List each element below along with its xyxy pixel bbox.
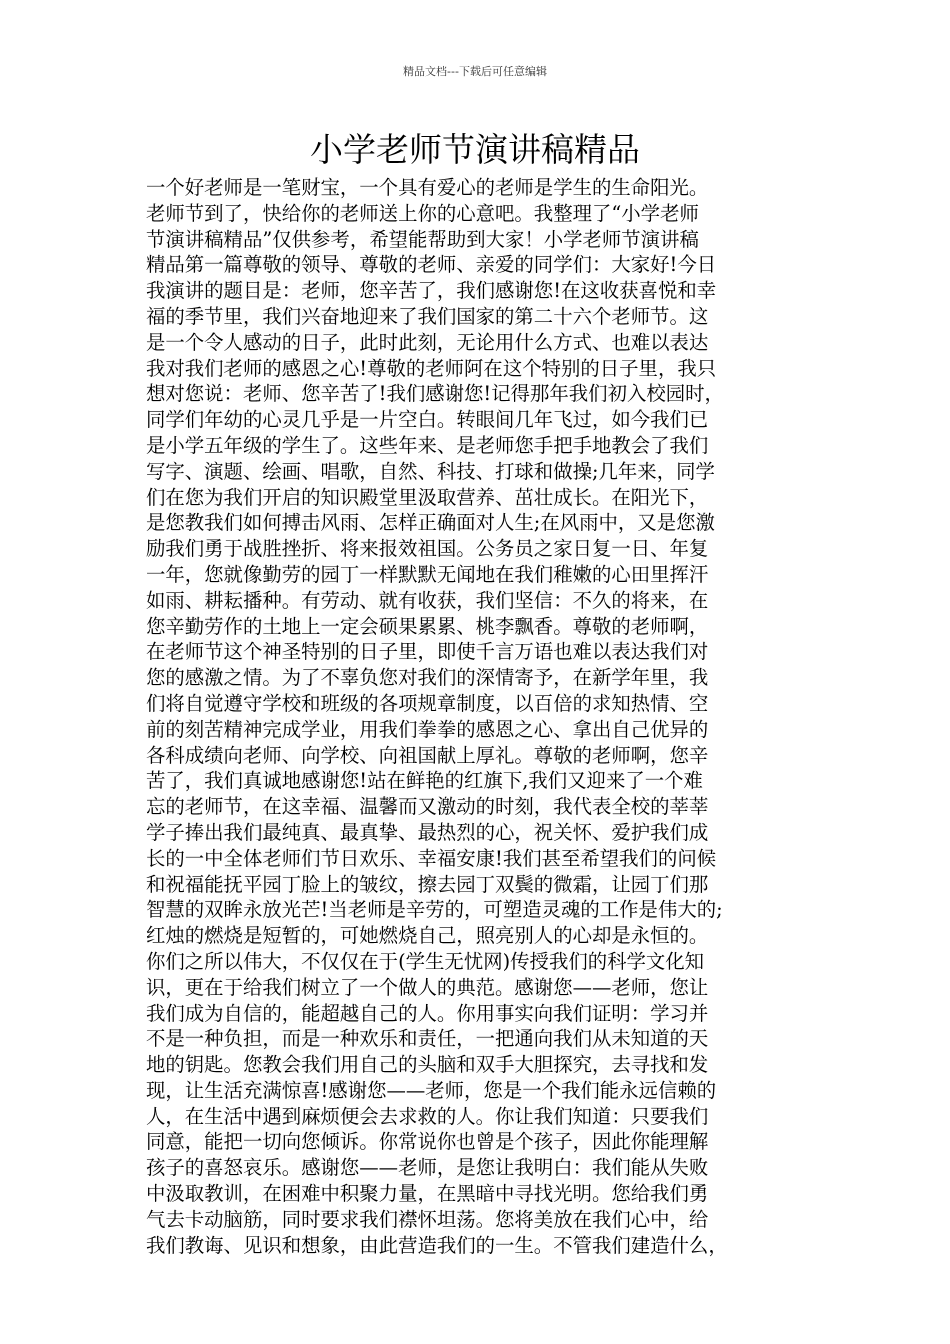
body-line: 在老师节这个神圣特别的日子里，即使千言万语也难以表达我们对 [146, 640, 709, 664]
body-line: 一个好老师是一笔财宝，一个具有爱心的老师是学生的生命阳光。 [146, 176, 709, 199]
body-line: 们在您为我们开启的知识殿堂里汲取营养、茁壮成长。在阳光下， [146, 485, 709, 509]
body-line: 学子捧出我们最纯真、最真挚、最热烈的心，祝关怀、爱护我们成 [146, 820, 709, 844]
body-line: 中汲取教训，在困难中积聚力量，在黑暗中寻找光明。您给我们勇 [146, 1182, 709, 1206]
body-line: 前的刻苦精神完成学业，用我们拳拳的感恩之心、拿出自己优异的 [146, 717, 709, 741]
body-line: 人，在生活中遇到麻烦便会去求救的人。你让我们知道：只要我们 [146, 1104, 709, 1128]
body-line: 智慧的双眸永放光芒!当老师是辛劳的，可塑造灵魂的工作是伟大的; [146, 898, 723, 922]
body-line: 如雨、耕耘播种。有劳动、就有收获，我们坚信：不久的将来，在 [146, 588, 709, 612]
body-line: 节演讲稿精品”仅供参考，希望能帮助到大家！小学老师节演讲稿 [146, 227, 699, 251]
body-line: 你们之所以伟大，不仅仅在于(学生无忧网)传授我们的科学文化知 [146, 949, 705, 973]
body-line: 同意，能把一切向您倾诉。你常说你也曾是个孩子，因此你能理解 [146, 1130, 709, 1154]
body-line: 一年，您就像勤劳的园丁一样默默无闻地在我们稚嫩的心田里挥汗 [146, 562, 709, 586]
body-line: 是您教我们如何搏击风雨、怎样正确面对人生;在风雨中，又是您激 [146, 511, 715, 535]
body-line: 红烛的燃烧是短暂的，可她燃烧自己，照亮别人的心却是永恒的。 [146, 924, 709, 948]
body-line: 各科成绩向老师、向学校、向祖国献上厚礼。尊敬的老师啊，您辛 [146, 743, 709, 767]
page-header: 精品文档---下载后可任意编辑 [403, 65, 547, 78]
body-line: 们将自觉遵守学校和班级的各项规章制度，以百倍的求知热情、空 [146, 691, 709, 715]
body-line: 福的季节里，我们兴奋地迎来了我们国家的第二十六个老师节。这 [146, 304, 709, 328]
body-line: 忘的老师节，在这幸福、温馨而又激动的时刻，我代表全校的莘莘 [146, 795, 709, 819]
body-line: 苦了，我们真诚地感谢您!站在鲜艳的红旗下,我们又迎来了一个难 [146, 769, 703, 793]
body-line: 想对您说：老师、您辛苦了!我们感谢您!记得那年我们初入校园时， [146, 382, 724, 406]
body-line: 我们成为自信的，能超越自己的人。你用事实向我们证明：学习并 [146, 1001, 709, 1025]
body-line: 地的钥匙。您教会我们用自己的头脑和双手大胆探究，去寻找和发 [146, 1053, 709, 1077]
body-line: 孩子的喜怒哀乐。感谢您——老师，是您让我明白：我们能从失败 [146, 1156, 709, 1180]
document-title: 小学老师节演讲稿精品 [310, 130, 640, 169]
body-line: 您的感激之情。为了不辜负您对我们的深情寄予，在新学年里，我 [146, 666, 709, 690]
body-line: 我对我们老师的感恩之心!尊敬的老师阿在这个特别的日子里，我只 [146, 356, 717, 380]
body-line: 和祝福能抚平园丁脸上的皱纹，擦去园丁双鬓的微霜，让园丁们那 [146, 872, 709, 896]
body-line: 写字、演题、绘画、唱歌，自然、科技、打球和做操;几年来，同学 [146, 459, 715, 483]
body-line: 您辛勤劳作的土地上一定会硕果累累、桃李飘香。尊敬的老师啊， [146, 614, 709, 638]
body-line: 我演讲的题目是：老师，您辛苦了，我们感谢您!在这收获喜悦和幸 [146, 279, 717, 303]
body-line: 我们教诲、见识和想象，由此营造我们的一生。不管我们建造什么， [146, 1233, 728, 1257]
body-line: 不是一种负担，而是一种欢乐和责任，一把通向我们从未知道的天 [146, 1027, 709, 1051]
body-line: 励我们勇于战胜挫折、将来报效祖国。公务员之家日复一日、年复 [146, 537, 709, 561]
body-line: 识，更在于给我们树立了一个做人的典范。感谢您——老师，您让 [146, 975, 709, 999]
body-line: 老师节到了，快给你的老师送上你的心意吧。我整理了“小学老师 [146, 201, 699, 225]
body-line: 同学们年幼的心灵几乎是一片空白。转眼间几年飞过，如今我们已 [146, 408, 709, 432]
document-body [146, 175, 816, 1258]
body-line: 是一个令人感动的日子，此时此刻，无论用什么方式、也难以表达 [146, 330, 709, 354]
body-line: 精品第一篇尊敬的领导、尊敬的老师、亲爱的同学们：大家好!今日 [146, 253, 717, 277]
body-line: 气去卡动脑筋，同时要求我们襟怀坦荡。您将美放在我们心中，给 [146, 1207, 709, 1231]
body-line: 现，让生活充满惊喜!感谢您——老师，您是一个我们能永远信赖的 [146, 1078, 717, 1102]
body-line: 是小学五年级的学生了。这些年来、是老师您手把手地教会了我们 [146, 433, 709, 457]
body-line: 长的一中全体老师们节日欢乐、幸福安康!我们甚至希望我们的问候 [146, 846, 717, 870]
